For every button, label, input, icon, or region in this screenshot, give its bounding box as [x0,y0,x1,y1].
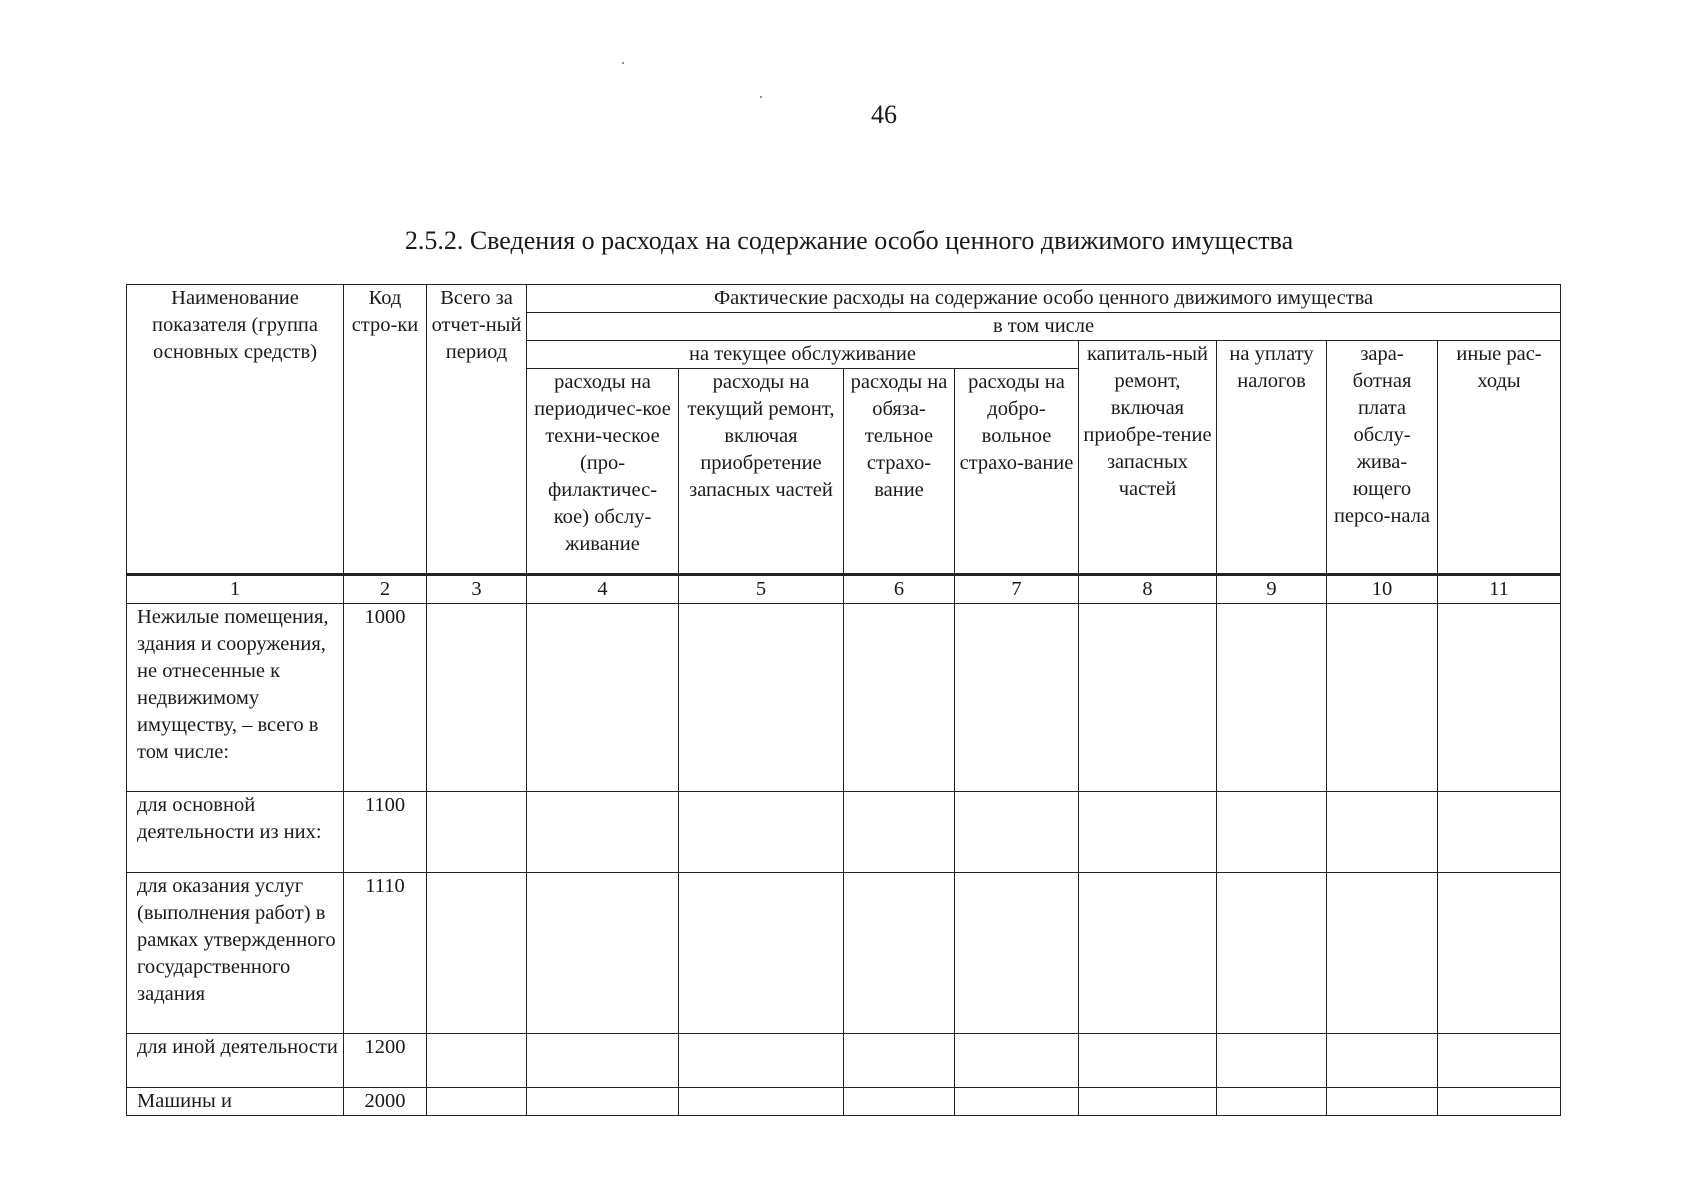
empty-cell [1079,792,1217,873]
table-row [127,604,1561,792]
column-number: 10 [1327,575,1438,604]
column-number: 2 [344,575,427,604]
empty-cell [844,1088,955,1116]
empty-cell [427,1034,527,1088]
row-code: 1200 [344,1034,427,1088]
header-voluntary-insurance: расходы на добро-вольное страхо-вание [955,369,1079,575]
empty-cell [1327,1034,1438,1088]
empty-cell [844,1034,955,1088]
column-number: 4 [527,575,679,604]
empty-cell [679,604,844,792]
empty-cell [427,1088,527,1116]
header-current-repair: расходы на текущий ремонт, включая приобретение запасных частей [679,369,844,575]
section-title: 2.5.2. Сведения о расходах на содержание особо ценного движимого имущества [404,226,1294,255]
empty-cell [955,1088,1079,1116]
column-number: 9 [1217,575,1327,604]
empty-cell [1438,873,1561,1034]
header-other: иные рас-ходы [1438,341,1561,575]
empty-cell [527,1088,679,1116]
header-including: в том числе [527,313,1561,341]
header-code: Код стро-ки [344,285,427,575]
header-wages: зара-ботная плата обслу-жива-ющего персо-нала [1327,341,1438,575]
row-name: для основной деятельности из них: [127,792,344,873]
empty-cell [679,1034,844,1088]
header-current-service: на текущее обслуживание [527,341,1079,369]
empty-cell [955,604,1079,792]
empty-cell [1079,1034,1217,1088]
header-total: Всего за отчет-ный период [427,285,527,575]
column-number-row [127,575,1561,604]
empty-cell [844,792,955,873]
empty-cell [527,873,679,1034]
column-number: 11 [1438,575,1561,604]
empty-cell [527,604,679,792]
empty-cell [679,1088,844,1116]
empty-cell [1327,792,1438,873]
empty-cell [527,1034,679,1088]
row-name: Машины и [127,1088,344,1116]
empty-cell [844,873,955,1034]
header-name: Наименование показателя (группа основных средств) [127,285,344,575]
empty-cell [679,792,844,873]
page-number: 46 [871,100,897,129]
empty-cell [1438,604,1561,792]
column-number: 3 [427,575,527,604]
empty-cell [955,1034,1079,1088]
empty-cell [1217,1034,1327,1088]
column-number: 1 [127,575,344,604]
expenses-table [126,284,1561,1116]
column-number: 5 [679,575,844,604]
header-taxes: на уплату налогов [1217,341,1327,575]
empty-cell [1217,873,1327,1034]
header-row [127,285,1561,313]
empty-cell [1327,873,1438,1034]
table-row [127,873,1561,1034]
row-code: 1100 [344,792,427,873]
empty-cell [1217,792,1327,873]
empty-cell [427,873,527,1034]
header-mandatory-insurance: расходы на обяза-тельное страхо-вание [844,369,955,575]
row-code: 1110 [344,873,427,1034]
empty-cell [955,873,1079,1034]
empty-cell [427,792,527,873]
empty-cell [1438,1034,1561,1088]
row-name: Нежилые помещения, здания и сооружения, не отнесенные к недвижимому имуществу, – всего в том числе: [127,604,344,792]
empty-cell [1079,873,1217,1034]
column-number: 6 [844,575,955,604]
empty-cell [955,792,1079,873]
empty-cell [844,604,955,792]
column-number: 8 [1079,575,1217,604]
column-number: 7 [955,575,1079,604]
row-name: для оказания услуг (выполнения работ) в рамках утвержденного государственного задания [127,873,344,1034]
row-code: 1000 [344,604,427,792]
scan-speck [622,62,624,64]
scan-speck [760,96,762,98]
table-row [127,792,1561,873]
empty-cell [1217,1088,1327,1116]
empty-cell [679,873,844,1034]
header-capital-repair: капиталь-ный ремонт, включая приобре-тение запасных частей [1079,341,1217,575]
empty-cell [1079,604,1217,792]
row-code: 2000 [344,1088,427,1116]
header-periodic: расходы на периодичес-кое техни-ческое (про-филактичес-кое) обслу-живание [527,369,679,575]
empty-cell [1327,1088,1438,1116]
empty-cell [1079,1088,1217,1116]
empty-cell [427,604,527,792]
header-actual-expenses: Фактические расходы на содержание особо ценного движимого имущества [527,285,1561,313]
empty-cell [1327,604,1438,792]
table-row [127,1034,1561,1088]
empty-cell [527,792,679,873]
empty-cell [1438,1088,1561,1116]
empty-cell [1217,604,1327,792]
table-row [127,1088,1561,1116]
row-name: для иной деятельности [127,1034,344,1088]
empty-cell [1438,792,1561,873]
